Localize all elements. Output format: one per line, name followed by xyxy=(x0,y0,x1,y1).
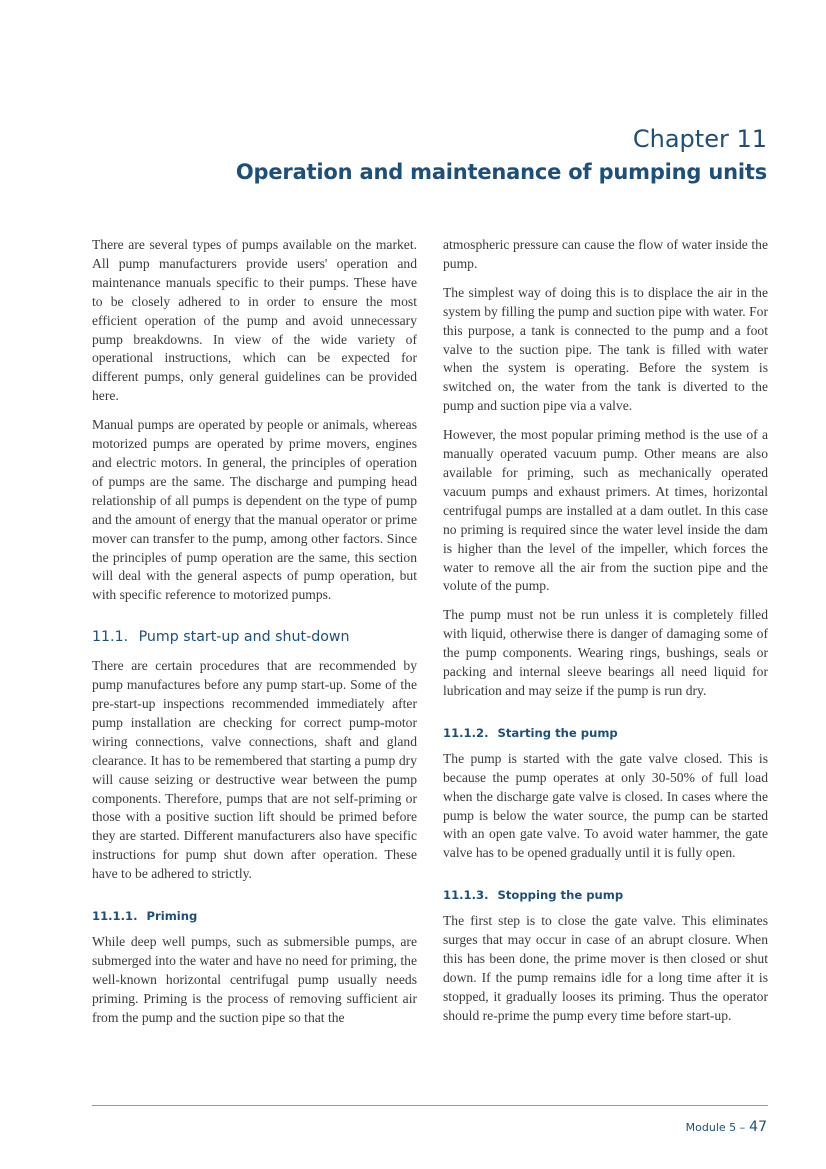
section-title: Pump start-up and shut-down xyxy=(138,629,350,646)
subsection-number: 11.1.3. xyxy=(443,888,489,903)
subsection-number: 11.1.1. xyxy=(92,909,138,924)
section-heading xyxy=(92,627,417,647)
section-number: 11.1. xyxy=(92,629,129,646)
chapter-title: Operation and maintenance of pumping units xyxy=(235,160,767,184)
paragraph: atmospheric pressure can cause the flow of water inside the pump. xyxy=(443,237,768,271)
chapter-number: Chapter 11 xyxy=(632,125,767,153)
page-footer xyxy=(686,1116,767,1135)
chapter-header xyxy=(77,122,767,188)
right-column xyxy=(443,236,768,1036)
paragraph: The simplest way of doing this is to displace the air in the system by filling the pump and suction pipe with water. For this purpose, a tank is connected to the pump and a foot valve to the suction pipe. The tank is filled with water when the system is operating. Before the system is switched on, the water from the tank is diverted to the pump and suction pipe via a valve. xyxy=(443,284,768,414)
paragraph: There are certain procedures that are recommended by pump manufactures before any pump start-up. Some of the pre-start-up inspections recommended immediately after pump installation are checking for correct pump-motor wiring connections, valve connections, shaft and gland clearance. It has to be remembered that starting a pump dry will cause seizing or destructive wear between the pump components. Therefore, pumps that are not self-priming or those with a positive suction lift should be primed before they are started. Different manufacturers also have specific instructions for pump shut down after operation. These have to be adhered to strictly. xyxy=(92,658,417,882)
paragraph: The pump must not be run unless it is completely filled with liquid, otherwise there is danger of damaging some of the pump components. Wearing rings, bushings, seals or packing and internal sleeve bearings all need liquid for lubrication and may seize if the pump is run dry. xyxy=(443,607,768,698)
paragraph: There are several types of pumps available on the market. All pump manufacturers provide users' operation and maintenance manuals specific to their pumps. These have to be closely adhered to in order to ensure the most efficient operation of the pump and avoid unnecessary pump breakdowns. In view of the wide variety of operational instructions, which can be expected for different pumps, only general guidelines can be provided here. xyxy=(92,237,417,404)
subsection-heading xyxy=(443,725,768,741)
subsection-heading xyxy=(92,908,417,924)
subsection-title: Priming xyxy=(146,909,198,924)
paragraph: The first step is to close the gate valve. This eliminates surges that may occur in case of an abrupt closure. When this has been done, the prime mover is then closed or shut down. If the pump remains idle for a long time after it is stopped, it gradually looses its priming. Thus the operator should re-prime the pump every time before start-up. xyxy=(443,913,768,1023)
paragraph: However, the most popular priming method is the use of a manually operated vacuum pump. Other means are also available for priming, such as mechanically operated vacuum pumps and exhaust primers. At times, horizontal centrifugal pumps are installed at a dam outlet. In this case no priming is required since the water level inside the dam is higher than the level of the impeller, which forces the water to remove all the air from the suction pipe and the volute of the pump. xyxy=(443,427,768,594)
module-label: Module 5 – xyxy=(685,1121,746,1134)
left-column xyxy=(92,236,417,1038)
subsection-title: Starting the pump xyxy=(497,725,618,740)
subsection-title: Stopping the pump xyxy=(497,888,624,903)
paragraph: While deep well pumps, such as submersible pumps, are submerged into the water and have no need for priming, the well-known horizontal centrifugal pump usually needs priming. Priming is the process of removing sufficient air from the pump and the suction pipe so that the xyxy=(92,934,417,1025)
footer-rule xyxy=(92,1105,768,1106)
subsection-number: 11.1.2. xyxy=(443,725,489,740)
paragraph: The pump is started with the gate valve closed. This is because the pump operates at only 30-50% of full load when the discharge gate valve is closed. In cases where the pump is below the water source, the pump can be started with an open gate valve. To avoid water hammer, the gate valve has to be opened gradually until it is fully open. xyxy=(443,750,768,861)
subsection-heading xyxy=(443,887,768,903)
paragraph: Manual pumps are operated by people or animals, whereas motorized pumps are operated by prime movers, engines and electric motors. In general, the principles of operation of pumps are the same. The discharge and pumping head relationship of all pumps is dependent on the type of pump and the amount of energy that the manual operator or prime mover can transfer to the pump, among other factors. Since the principles of pump operation are the same, this section will deal with the general aspects of pump operation, but with specific reference to motorized pumps. xyxy=(92,417,417,603)
page-number: 47 xyxy=(749,1119,767,1135)
